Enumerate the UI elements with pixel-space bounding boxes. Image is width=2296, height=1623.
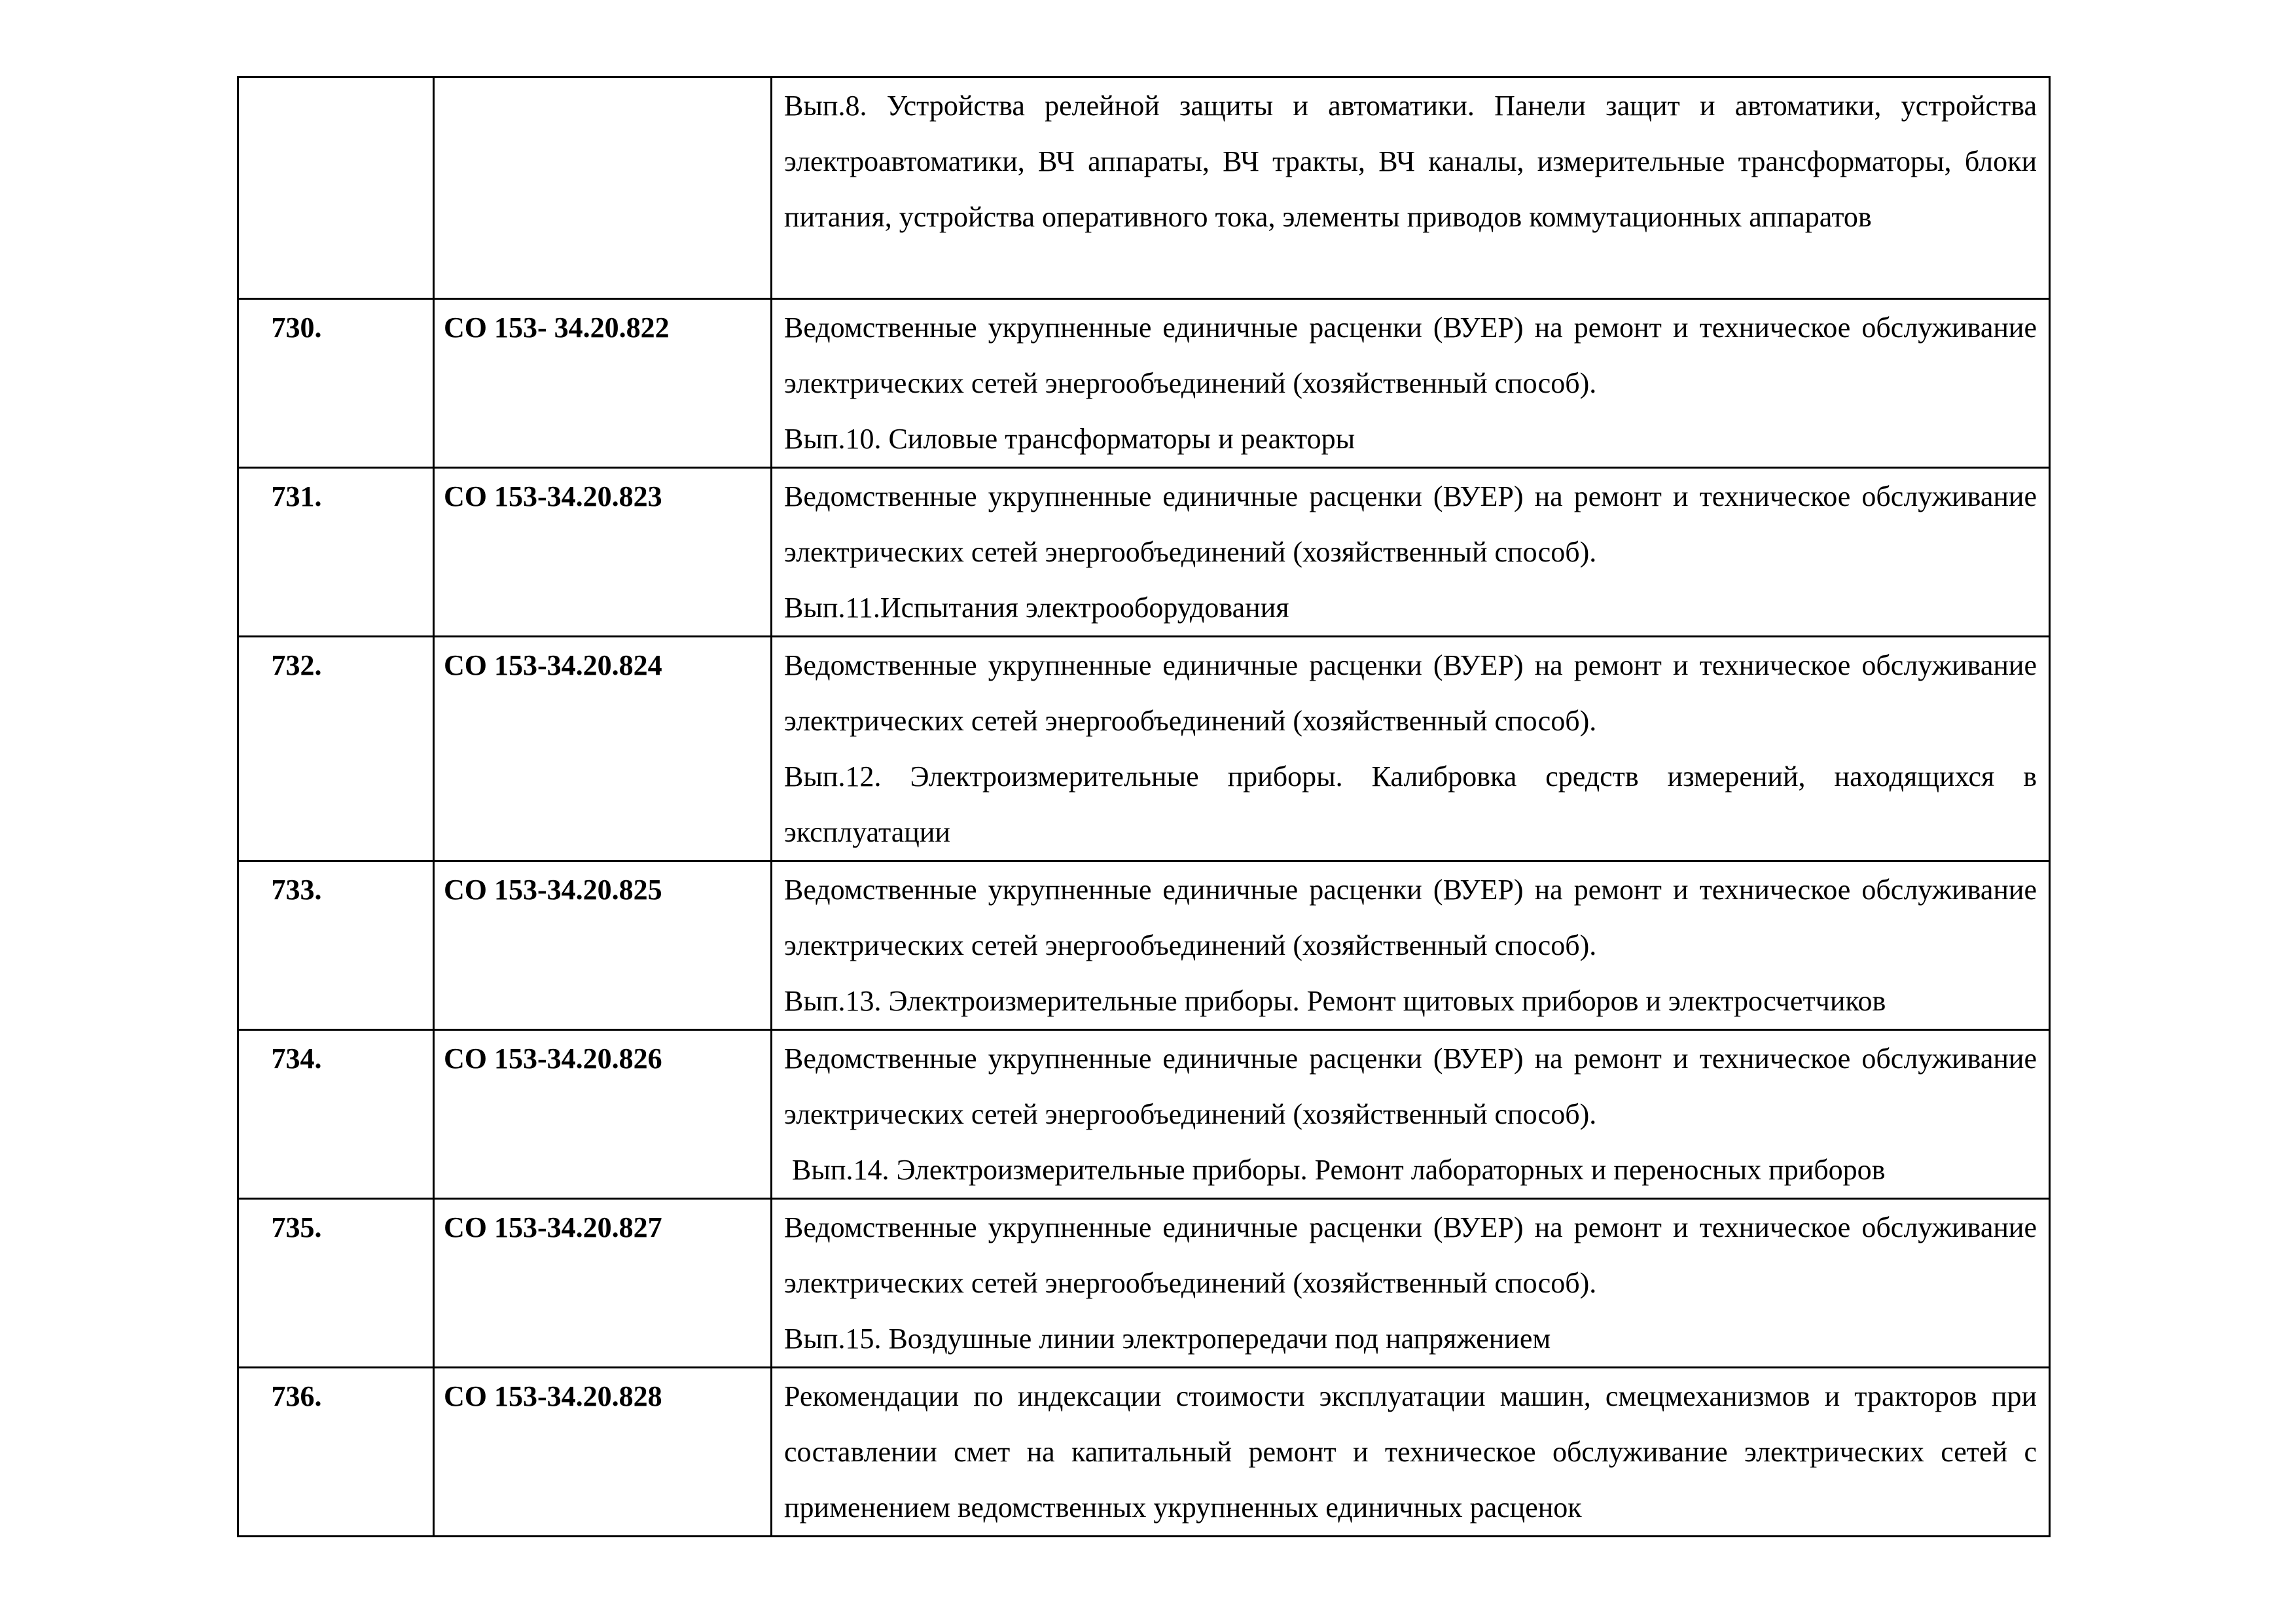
row-number: 736. xyxy=(271,1380,322,1412)
document-title-cell xyxy=(772,77,2050,299)
row-number-cell xyxy=(238,637,434,861)
row-number-cell xyxy=(238,299,434,468)
document-code-cell xyxy=(434,637,772,861)
document-code-cell xyxy=(434,77,772,299)
document-code-cell xyxy=(434,861,772,1030)
table-row xyxy=(238,1368,2050,1537)
document-code: СО 153-34.20.824 xyxy=(444,649,662,681)
document-code-cell xyxy=(434,1368,772,1537)
document-title-text: Ведомственные укрупненные единичные расценки (ВУЕР) на ремонт и техническое обслуживание электрических сетей энергообъединений (хозяйственный способ). xyxy=(784,874,2037,961)
document-title-cell xyxy=(772,861,2050,1030)
table-row xyxy=(238,468,2050,637)
row-number: 733. xyxy=(271,874,322,906)
document-title-text: Ведомственные укрупненные единичные расценки (ВУЕР) на ремонт и техническое обслуживание электрических сетей энергообъединений (хозяйственный способ). xyxy=(784,312,2037,399)
row-number-cell xyxy=(238,1199,434,1368)
document-code-cell xyxy=(434,468,772,637)
document-title-cell xyxy=(772,1030,2050,1199)
issue-text: Вып.13. Электроизмерительные приборы. Ремонт щитовых приборов и электросчетчиков xyxy=(784,985,1886,1017)
document-title-text: Ведомственные укрупненные единичные расценки (ВУЕР) на ремонт и техническое обслуживание электрических сетей энергообъединений (хозяйственный способ). xyxy=(784,1043,2037,1130)
document-code: СО 153-34.20.828 xyxy=(444,1380,662,1412)
row-number-cell xyxy=(238,77,434,299)
document-code: СО 153-34.20.826 xyxy=(444,1043,662,1075)
row-number: 734. xyxy=(271,1043,322,1075)
row-number-cell xyxy=(238,861,434,1030)
issue-text: Вып.8. Устройства релейной защиты и автоматики. Панели защит и автоматики, устройства электроавтоматики, ВЧ аппараты, ВЧ тракты, ВЧ каналы, измерительные трансформаторы, блоки питания, устройства оперативного тока, элементы приводов коммутационных аппаратов xyxy=(784,90,2037,233)
row-number-cell xyxy=(238,1368,434,1537)
row-number-cell xyxy=(238,1030,434,1199)
row-number: 732. xyxy=(271,649,322,681)
table-row xyxy=(238,861,2050,1030)
document-code: СО 153-34.20.827 xyxy=(444,1211,662,1243)
table-row xyxy=(238,77,2050,299)
document-title-cell xyxy=(772,299,2050,468)
document-title-text: Ведомственные укрупненные единичные расценки (ВУЕР) на ремонт и техническое обслуживание электрических сетей энергообъединений (хозяйственный способ). xyxy=(784,480,2037,568)
issue-text: Вып.12. Электроизмерительные приборы. Калибровка средств измерений, находящихся в эксплуатации xyxy=(784,760,2037,848)
document-code: СО 153-34.20.823 xyxy=(444,480,662,512)
table-row xyxy=(238,637,2050,861)
row-number: 730. xyxy=(271,312,322,344)
document-code: СО 153-34.20.825 xyxy=(444,874,662,906)
row-number-cell xyxy=(238,468,434,637)
document-code-cell xyxy=(434,1030,772,1199)
table-row xyxy=(238,1199,2050,1368)
row-number: 735. xyxy=(271,1211,322,1243)
document-title-cell xyxy=(772,468,2050,637)
issue-text: Вып.10. Силовые трансформаторы и реакторы xyxy=(784,423,1355,455)
issue-text: Вып.15. Воздушные линии электропередачи под напряжением xyxy=(784,1323,1551,1355)
table-row xyxy=(238,299,2050,468)
document-title-cell xyxy=(772,637,2050,861)
document-title-cell xyxy=(772,1199,2050,1368)
document-title-text: Ведомственные укрупненные единичные расценки (ВУЕР) на ремонт и техническое обслуживание электрических сетей энергообъединений (хозяйственный способ). xyxy=(784,649,2037,737)
document-table xyxy=(237,76,2051,1537)
table-row xyxy=(238,1030,2050,1199)
issue-text: Вып.14. Электроизмерительные приборы. Ремонт лабораторных и переносных приборов xyxy=(792,1154,1886,1186)
issue-text: Вып.11.Испытания электрооборудования xyxy=(784,592,1289,624)
document-title-text: Ведомственные укрупненные единичные расценки (ВУЕР) на ремонт и техническое обслуживание электрических сетей энергообъединений (хозяйственный способ). xyxy=(784,1211,2037,1299)
document-code: СО 153- 34.20.822 xyxy=(444,312,670,344)
document-code-cell xyxy=(434,299,772,468)
row-number: 731. xyxy=(271,480,322,512)
document-code-cell xyxy=(434,1199,772,1368)
document-title-cell xyxy=(772,1368,2050,1537)
document-title-text: Рекомендации по индексации стоимости эксплуатации машин, смецмеханизмов и тракторов при составлении смет на капитальный ремонт и техническое обслуживание электрических сетей с применением ведомственных укрупненных единичных расценок xyxy=(784,1380,2037,1524)
